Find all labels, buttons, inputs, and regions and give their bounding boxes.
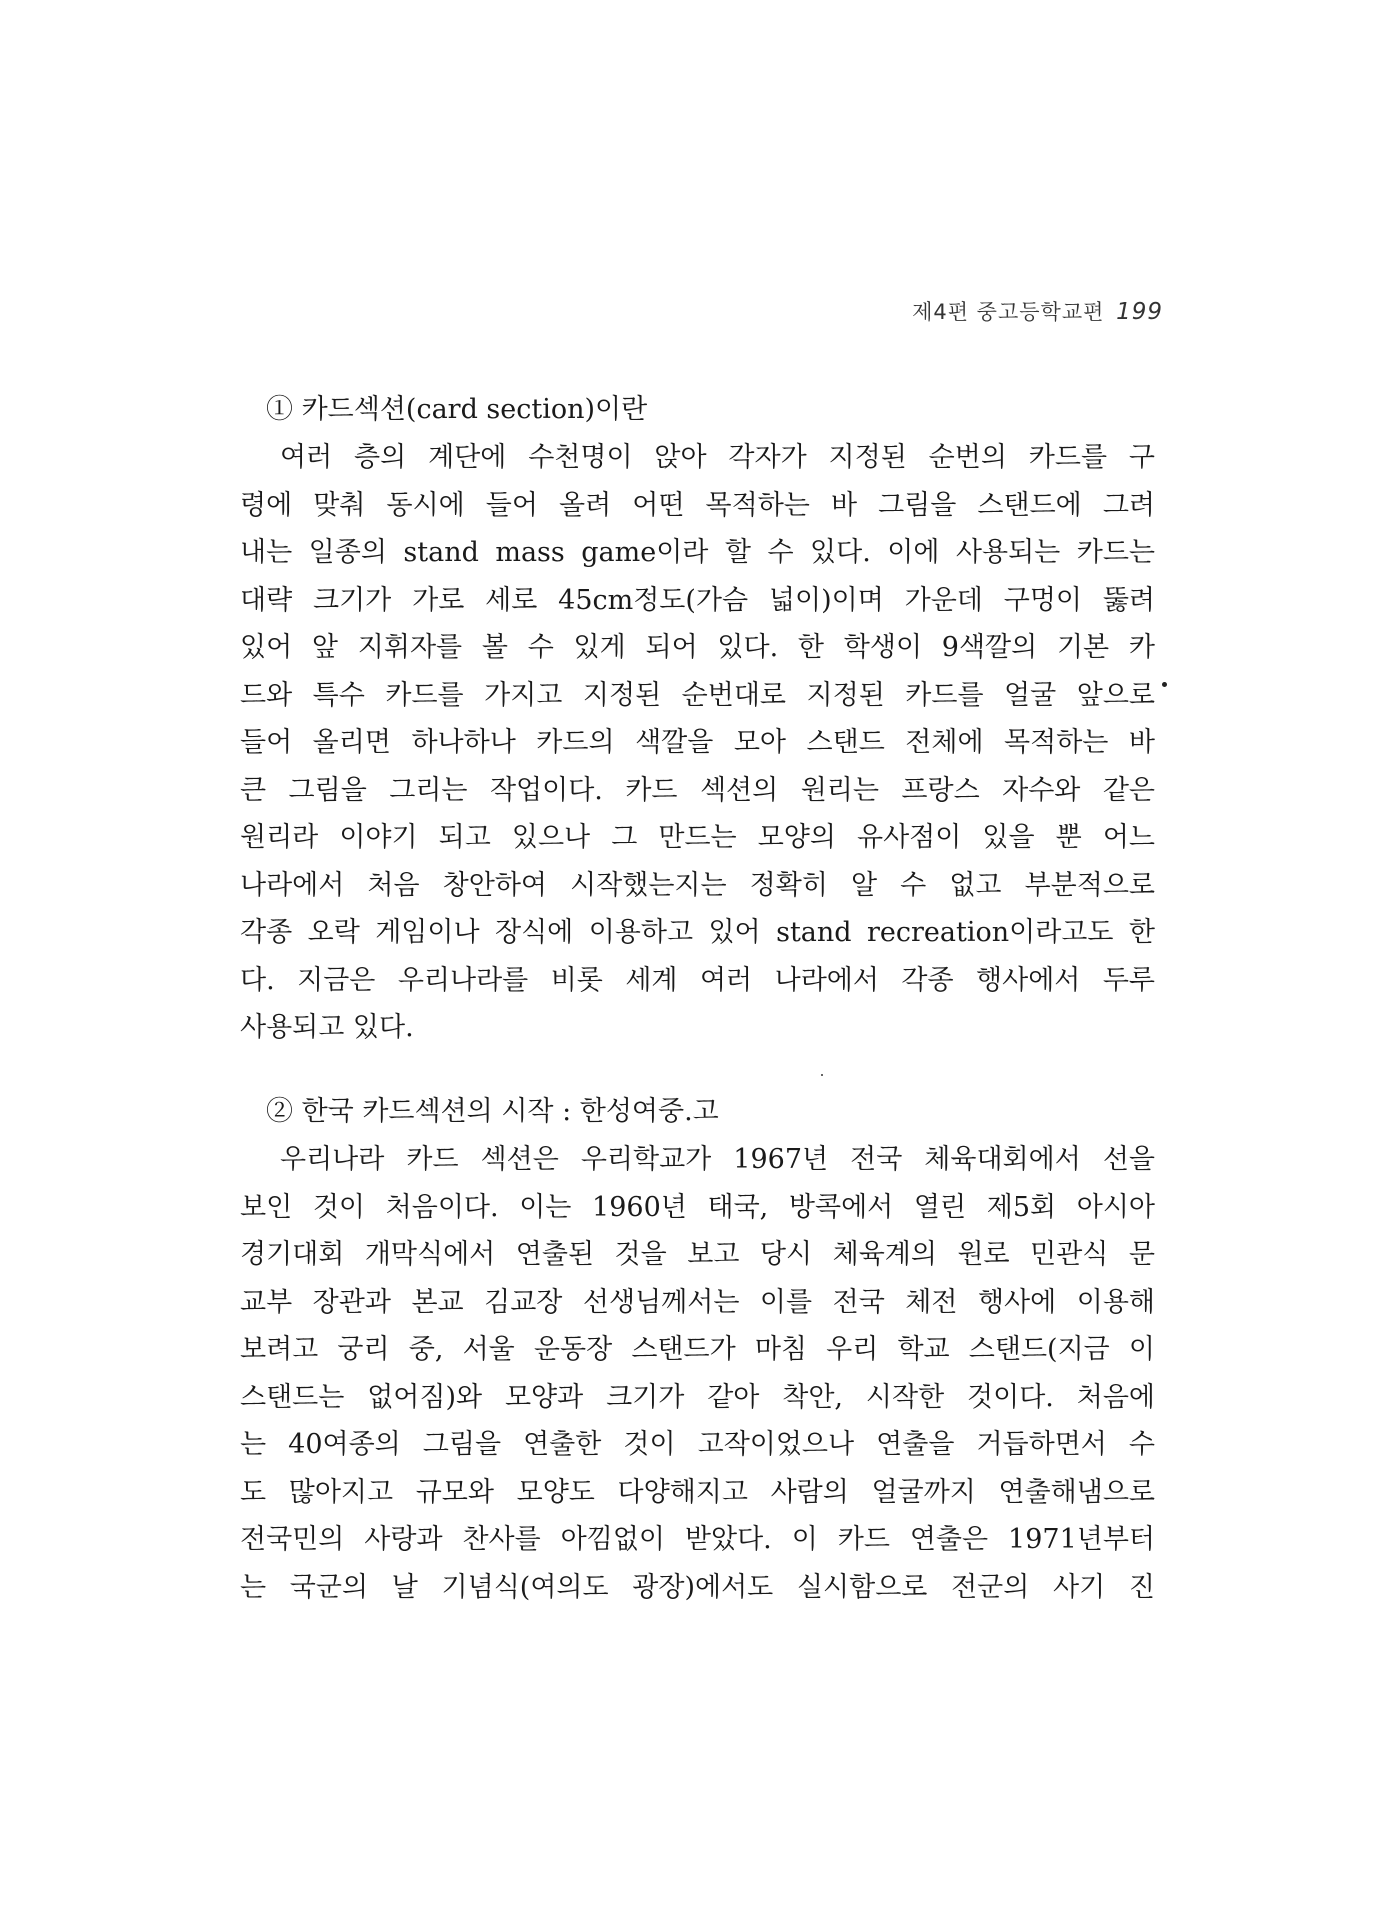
section-card-section-definition — [240, 390, 1155, 1052]
paragraph-line: 는 40여종의 그림을 연출한 것이 고작이었으나 연출을 거듭하면서 수 — [240, 1429, 1155, 1460]
paragraph-line: 들어 올리면 하나하나 카드의 색깔을 모아 스탠드 전체에 목적하는 바 — [240, 727, 1155, 758]
paragraph-line: 우리나라 카드 섹션은 우리학교가 1967년 전국 체육대회에서 선을 — [280, 1144, 1155, 1175]
scan-speck — [1162, 682, 1167, 687]
paragraph-line: 있어 앞 지휘자를 볼 수 있게 되어 있다. 한 학생이 9색깔의 기본 카 — [240, 632, 1155, 663]
paragraph-line: 대략 크기가 가로 세로 45cm정도(가슴 넓이)이며 가운데 구멍이 뚫려 — [240, 584, 1155, 616]
paragraph-line: 경기대회 개막식에서 연출된 것을 보고 당시 체육계의 원로 민관식 문 — [240, 1239, 1155, 1270]
paragraph-line: 전국민의 사랑과 찬사를 아낌없이 받았다. 이 카드 연출은 1971년부터 — [240, 1524, 1155, 1555]
paragraph-line: 나라에서 처음 창안하여 시작했는지는 정확히 알 수 없고 부분적으로 — [240, 869, 1155, 901]
page-number: 199 — [1116, 299, 1163, 325]
paragraph-line: 보인 것이 처음이다. 이는 1960년 태국, 방콕에서 열린 제5회 아시아 — [240, 1191, 1155, 1223]
paragraph-line: 내는 일종의 stand mass game이라 할 수 있다. 이에 사용되는 카드는 — [240, 537, 1155, 568]
paragraph-line: 교부 장관과 본교 김교장 선생님께서는 이를 전국 체전 행사에 이용해 — [240, 1286, 1155, 1318]
paragraph-line: 령에 맞춰 동시에 들어 올려 어떤 목적하는 바 그림을 스탠드에 그려 — [240, 489, 1155, 521]
section-heading: ② 한국 카드섹션의 시작 : 한성여중.고 — [266, 1096, 719, 1127]
paragraph-line: 스탠드는 없어짐)와 모양과 크기가 같아 착안, 시작한 것이다. 처음에 — [240, 1381, 1155, 1413]
paragraph-line: 드와 특수 카드를 가지고 지정된 순번대로 지정된 카드를 얼굴 앞으로 — [240, 679, 1155, 711]
paragraph-line: 다. 지금은 우리나라를 비롯 세계 여러 나라에서 각종 행사에서 두루 — [240, 964, 1155, 996]
header-title: 제4편 중고등학교편 — [912, 300, 1105, 324]
paragraph-line: 사용되고 있다. — [240, 1012, 414, 1043]
running-header — [912, 296, 1163, 326]
scan-speck — [821, 1074, 823, 1076]
paragraph-line: 각종 오락 게임이나 장식에 이용하고 있어 stand recreation이라고도 한 — [240, 917, 1155, 948]
paragraph-line: 도 많아지고 규모와 모양도 다양해지고 사람의 얼굴까지 연출해냄으로 — [240, 1476, 1155, 1508]
paragraph-line: 보려고 궁리 중, 서울 운동장 스탠드가 마침 우리 학교 스탠드(지금 이 — [240, 1334, 1155, 1365]
section-heading: ① 카드섹션(card section)이란 — [266, 394, 648, 425]
paragraph-line: 는 국군의 날 기념식(여의도 광장)에서도 실시함으로 전군의 사기 진 — [240, 1571, 1155, 1603]
section-korea-card-section-origin — [240, 1092, 1155, 1611]
paragraph-line: 여러 층의 계단에 수천명이 앉아 각자가 지정된 순번의 카드를 구 — [280, 442, 1155, 473]
paragraph-line: 큰 그림을 그리는 작업이다. 카드 섹션의 원리는 프랑스 자수와 같은 — [240, 774, 1155, 806]
paragraph-line: 원리라 이야기 되고 있으나 그 만드는 모양의 유사점이 있을 뿐 어느 — [240, 822, 1155, 853]
